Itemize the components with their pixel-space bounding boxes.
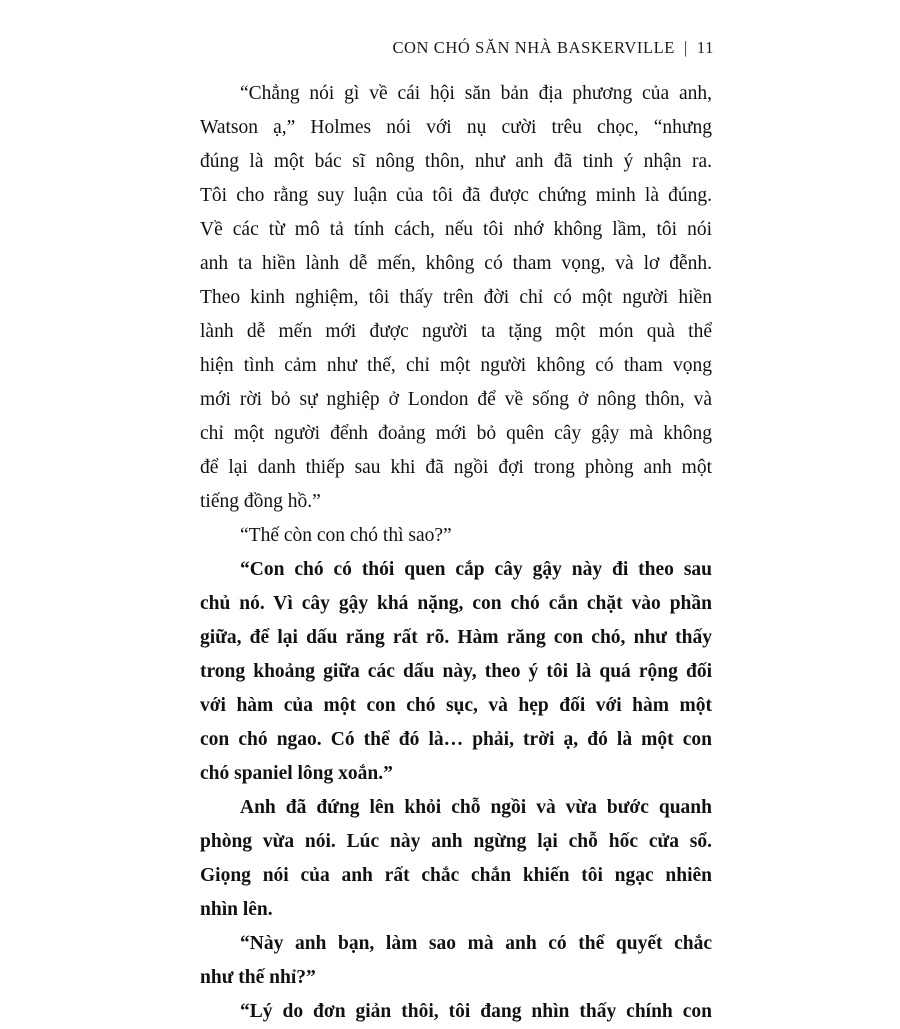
text-line: Giọng nói của anh rất chắc chắn khiến tôi ngạc nhiên [200,865,712,886]
text-line: “Lý do đơn giản thôi, tôi đang nhìn thấy chính con [240,1001,712,1022]
text-line: chó spaniel lông xoắn.” [200,763,393,784]
body-text [200,77,712,1029]
text-line: để lại danh thiếp sau khi đã ngồi đợi trong phòng anh một [200,457,712,478]
text-line: con chó ngao. Có thể đó là… phải, trời ạ, đó là một con [200,729,712,750]
text-line: Về các từ mô tả tính cách, nếu tôi nhớ không lầm, tôi nói [200,219,712,240]
text-line: chỉ một người đểnh đoảng mới bỏ quên cây gậy mà không [200,423,712,444]
text-line: hiện tình cảm như thế, chỉ một người không có tham vọng [200,355,712,376]
text-line: “Thế còn con chó thì sao?” [240,525,452,546]
text-line: giữa, để lại dấu răng rất rõ. Hàm răng con chó, như thấy [200,627,712,648]
text-line: chủ nó. Vì cây gậy khá nặng, con chó cắn chặt vào phần [200,593,712,614]
header-separator: | [684,38,688,57]
text-line: Watson ạ,” Holmes nói với nụ cười trêu chọc, “nhưng [200,117,712,138]
text-line: “Này anh bạn, làm sao mà anh có thể quyết chắc [240,933,712,954]
page-number: 11 [696,38,714,57]
text-line: Tôi cho rằng suy luận của tôi đã được chứng minh là đúng. [200,185,712,206]
text-line: Anh đã đứng lên khỏi chỗ ngồi và vừa bước quanh [240,797,712,818]
text-line: mới rời bỏ sự nghiệp ở London để về sống ở nông thôn, và [200,389,712,410]
text-line: trong khoảng giữa các dấu này, theo ý tôi là quá rộng đối [200,661,712,682]
text-line: như thế nhỉ?” [200,967,316,988]
text-line: “Con chó có thói quen cắp cây gậy này đi theo sau [240,559,712,580]
text-line: lành dễ mến mới được người ta tặng một món quà thể [200,321,712,342]
text-line: “Chẳng nói gì về cái hội săn bản địa phương của anh, [240,83,712,104]
text-line: với hàm của một con chó sục, và hẹp đối với hàm một [200,695,712,716]
running-header [392,38,714,58]
text-line: anh ta hiền lành dễ mến, không có tham vọng, và lơ đễnh. [200,253,712,274]
text-line: Theo kinh nghiệm, tôi thấy trên đời chỉ có một người hiền [200,287,712,308]
text-line: nhìn lên. [200,899,273,920]
text-line: tiếng đồng hồ.” [200,491,321,512]
text-line: phòng vừa nói. Lúc này anh ngừng lại chỗ hốc cửa sổ. [200,831,712,852]
running-title: CON CHÓ SĂN NHÀ BASKERVILLE [392,38,675,57]
text-line: đúng là một bác sĩ nông thôn, như anh đã tinh ý nhận ra. [200,151,712,172]
